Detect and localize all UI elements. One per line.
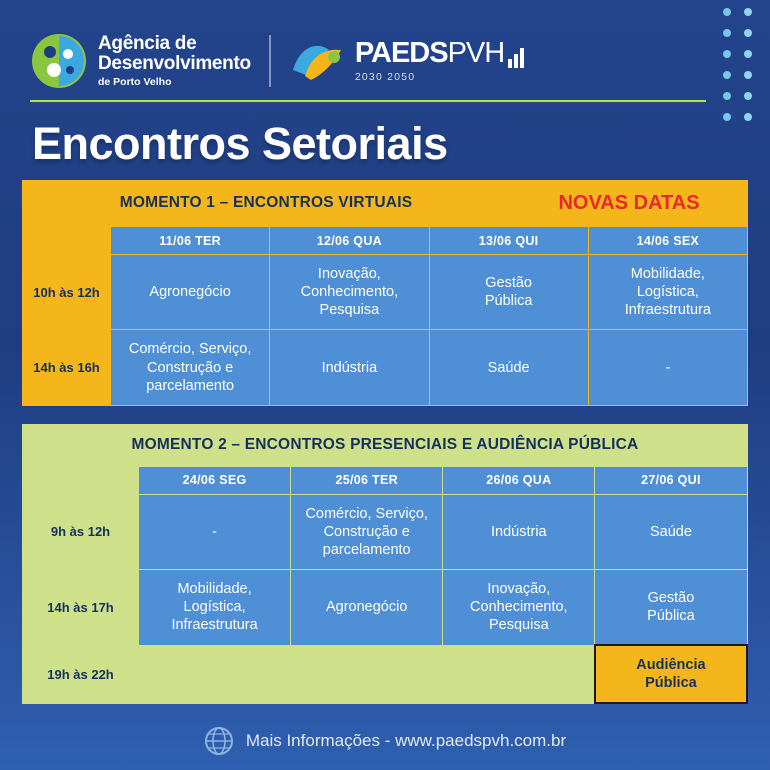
cell-m2-r0-c1: Comércio, Serviço, Construção e parcelamento xyxy=(291,494,443,569)
footer-text: Mais Informações - www.paedspvh.com.br xyxy=(245,731,567,750)
audiencia-publica-cell: Audiência Pública xyxy=(595,645,747,703)
empty-cell xyxy=(139,645,595,703)
day-header-3: 14/06 SEX xyxy=(588,227,747,255)
cell-m1-r1-c0: Comércio, Serviço, Construção e parcelamento xyxy=(111,330,270,405)
time-label-m1-r1: 14h às 16h xyxy=(23,330,111,405)
day-header-1: 12/06 QUA xyxy=(270,227,429,255)
bar-chart-icon xyxy=(508,46,524,68)
table-row xyxy=(23,255,748,330)
time-label-m1-r0: 10h às 12h xyxy=(23,255,111,330)
cell-m1-r0-c3: Mobilidade, Logística, Infraestrutura xyxy=(588,255,747,330)
day-header-m2-1: 25/06 TER xyxy=(291,466,443,494)
day-header-0: 11/06 TER xyxy=(111,227,270,255)
time-label-m2-r1: 14h às 17h xyxy=(23,570,139,645)
cell-m2-r1-c1: Agronegócio xyxy=(291,570,443,645)
cell-m2-r1-c0: Mobilidade, Logística, Infraestrutura xyxy=(139,570,291,645)
table-header-row xyxy=(23,227,748,255)
paeds-years: 2030 2050 xyxy=(354,71,416,84)
cell-m2-r0-c2: Indústria xyxy=(443,494,595,569)
time-label-m2-r0: 9h às 12h xyxy=(23,494,139,569)
agencia-line-3: de Porto Velho xyxy=(98,75,172,88)
paeds-light-text: PVH xyxy=(447,37,505,70)
day-header-m2-2: 26/06 QUA xyxy=(443,466,595,494)
cell-m2-r0-c0: - xyxy=(139,494,291,569)
table-row xyxy=(23,330,748,405)
corner-cell xyxy=(23,227,111,255)
paeds-logo xyxy=(289,36,524,86)
cell-m1-r0-c0: Agronegócio xyxy=(111,255,270,330)
time-label-m2-r2: 19h às 22h xyxy=(23,645,139,703)
page-title: Encontros Setoriais xyxy=(32,118,448,169)
momento-2-heading: MOMENTO 2 – ENCONTROS PRESENCIAIS E AUDIÊNCIA PÚBLICA xyxy=(131,435,639,453)
logo-divider xyxy=(269,35,271,87)
day-header-m2-3: 27/06 QUI xyxy=(595,466,747,494)
paeds-bold-text: PAEDS xyxy=(354,37,448,70)
momento-2-block xyxy=(22,424,748,705)
cell-m1-r1-c1: Indústria xyxy=(270,330,429,405)
day-header-m2-0: 24/06 SEG xyxy=(139,466,291,494)
paeds-wordmark xyxy=(355,39,524,83)
cell-m1-r0-c2: Gestão Pública xyxy=(429,255,588,330)
table-row xyxy=(23,570,748,645)
momento-1-block xyxy=(22,180,748,406)
header-rule xyxy=(30,100,706,102)
header xyxy=(0,0,770,104)
cell-m1-r1-c3: - xyxy=(588,330,747,405)
agencia-wordmark xyxy=(98,34,251,87)
novas-datas-badge: NOVAS DATAS xyxy=(558,191,700,214)
momento-1-table xyxy=(22,226,748,406)
day-header-2: 13/06 QUI xyxy=(429,227,588,255)
momento-2-table xyxy=(22,466,748,705)
momento-1-heading: MOMENTO 1 – ENCONTROS VIRTUAIS xyxy=(119,194,413,211)
cell-m1-r1-c2: Saúde xyxy=(429,330,588,405)
momento-1-header xyxy=(22,180,748,226)
agencia-mark-icon xyxy=(30,32,88,90)
table-row-audiencia xyxy=(23,645,748,703)
footer xyxy=(0,726,770,756)
cell-m2-r1-c2: Inovação, Conhecimento, Pesquisa xyxy=(443,570,595,645)
agencia-line-2: Desenvolvimento xyxy=(98,53,251,75)
agencia-logo xyxy=(30,32,251,90)
agencia-line-1: Agência de xyxy=(98,33,197,55)
globe-icon xyxy=(204,726,234,756)
corner-cell xyxy=(23,466,139,494)
table-row xyxy=(23,494,748,569)
paeds-mark-icon xyxy=(289,36,347,86)
cell-m1-r0-c1: Inovação, Conhecimento, Pesquisa xyxy=(270,255,429,330)
cell-m2-r0-c3: Saúde xyxy=(595,494,747,569)
table-header-row xyxy=(23,466,748,494)
cell-m2-r1-c3: Gestão Pública xyxy=(595,570,747,645)
